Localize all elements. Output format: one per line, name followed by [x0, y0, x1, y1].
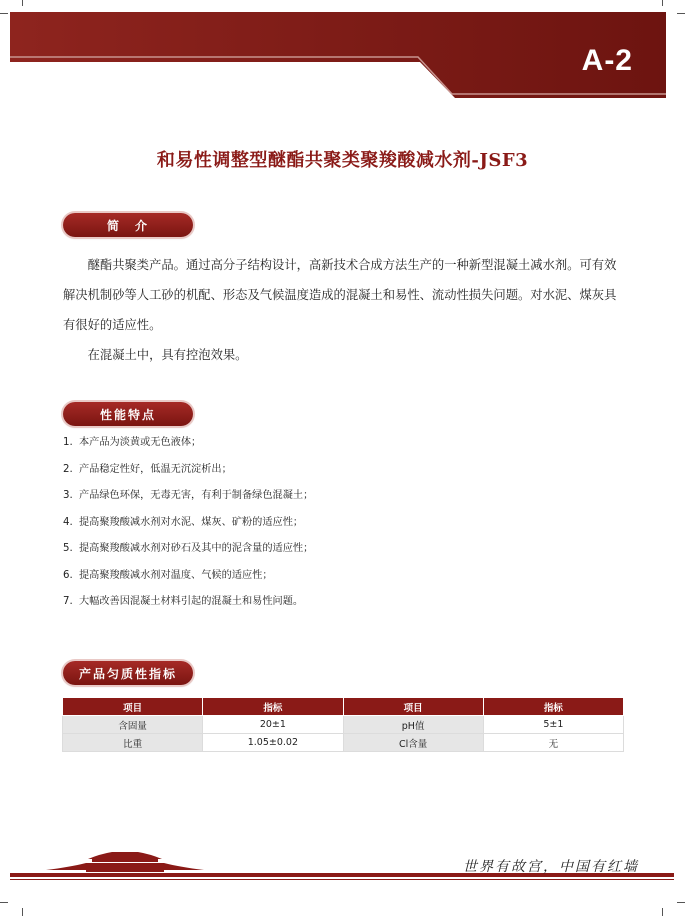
table-row	[63, 734, 624, 752]
column-header: 指标	[483, 698, 623, 716]
table-cell: Cl含量	[343, 734, 483, 752]
list-item: 6. 提高聚羧酸减水剂对温度、气候的适应性；	[63, 569, 273, 581]
list-item: 4. 提高聚羧酸减水剂对水泥、煤灰、矿粉的适应性；	[63, 516, 304, 528]
page-title: 和易性调整型醚酯共聚类聚羧酸减水剂-JSF3	[156, 150, 529, 171]
table-cell: 含固量	[63, 716, 203, 734]
list-item: 7. 大幅改善因混凝土材料引起的混凝土和易性问题。	[63, 596, 304, 607]
table-header-row	[63, 698, 624, 716]
crop-mark	[22, 908, 23, 916]
table-cell: 无	[483, 734, 623, 752]
table-cell: pH值	[343, 716, 483, 734]
list-item: 1. 本产品为淡黄或无色液体；	[63, 437, 202, 448]
crop-mark	[0, 902, 8, 903]
crop-mark	[662, 908, 663, 916]
column-header: 项目	[63, 698, 203, 716]
table-cell: 1.05±0.02	[203, 734, 343, 752]
intro-paragraph: 在混凝土中，具有控泡效果。	[87, 348, 248, 362]
crop-mark	[677, 902, 685, 903]
section-header-label: 性能特点	[99, 407, 156, 422]
page-code: A-2	[581, 44, 633, 77]
intro-text	[63, 250, 618, 370]
column-header: 指标	[203, 698, 343, 716]
spec-table	[62, 697, 624, 752]
section-header-intro	[63, 213, 193, 237]
table-cell: 5±1	[483, 716, 623, 734]
list-item: 5. 提高聚羧酸减水剂对砂石及其中的泥含量的适应性；	[63, 543, 314, 554]
intro-paragraph: 醚酯共聚类产品。通过高分子结构设计，高新技术合成方法生产的一种新型混凝土减水剂。可有效解决机制砂等人工砂的机配、形态及气候温度造成的混凝土和易性、流动性损失问题。对水泥、煤灰具有很好的适应性。	[63, 258, 617, 332]
section-header-label: 简 介	[106, 218, 149, 233]
table-cell: 比重	[63, 734, 203, 752]
palace-roof-icon	[46, 852, 204, 872]
list-item: 3. 产品绿色环保，无毒无害，有利于制备绿色混凝土；	[63, 490, 314, 501]
section-header-label: 产品匀质性指标	[78, 666, 177, 681]
section-header-specs	[63, 661, 193, 685]
list-item: 2. 产品稳定性好，低温无沉淀析出；	[63, 463, 232, 475]
table-cell: 20±1	[203, 716, 343, 734]
column-header: 项目	[343, 698, 483, 716]
section-header-features	[63, 402, 193, 426]
table-row	[63, 716, 624, 734]
footer-slogan: 世界有故宫，中国有红墙	[463, 859, 639, 875]
feature-list	[63, 434, 623, 620]
